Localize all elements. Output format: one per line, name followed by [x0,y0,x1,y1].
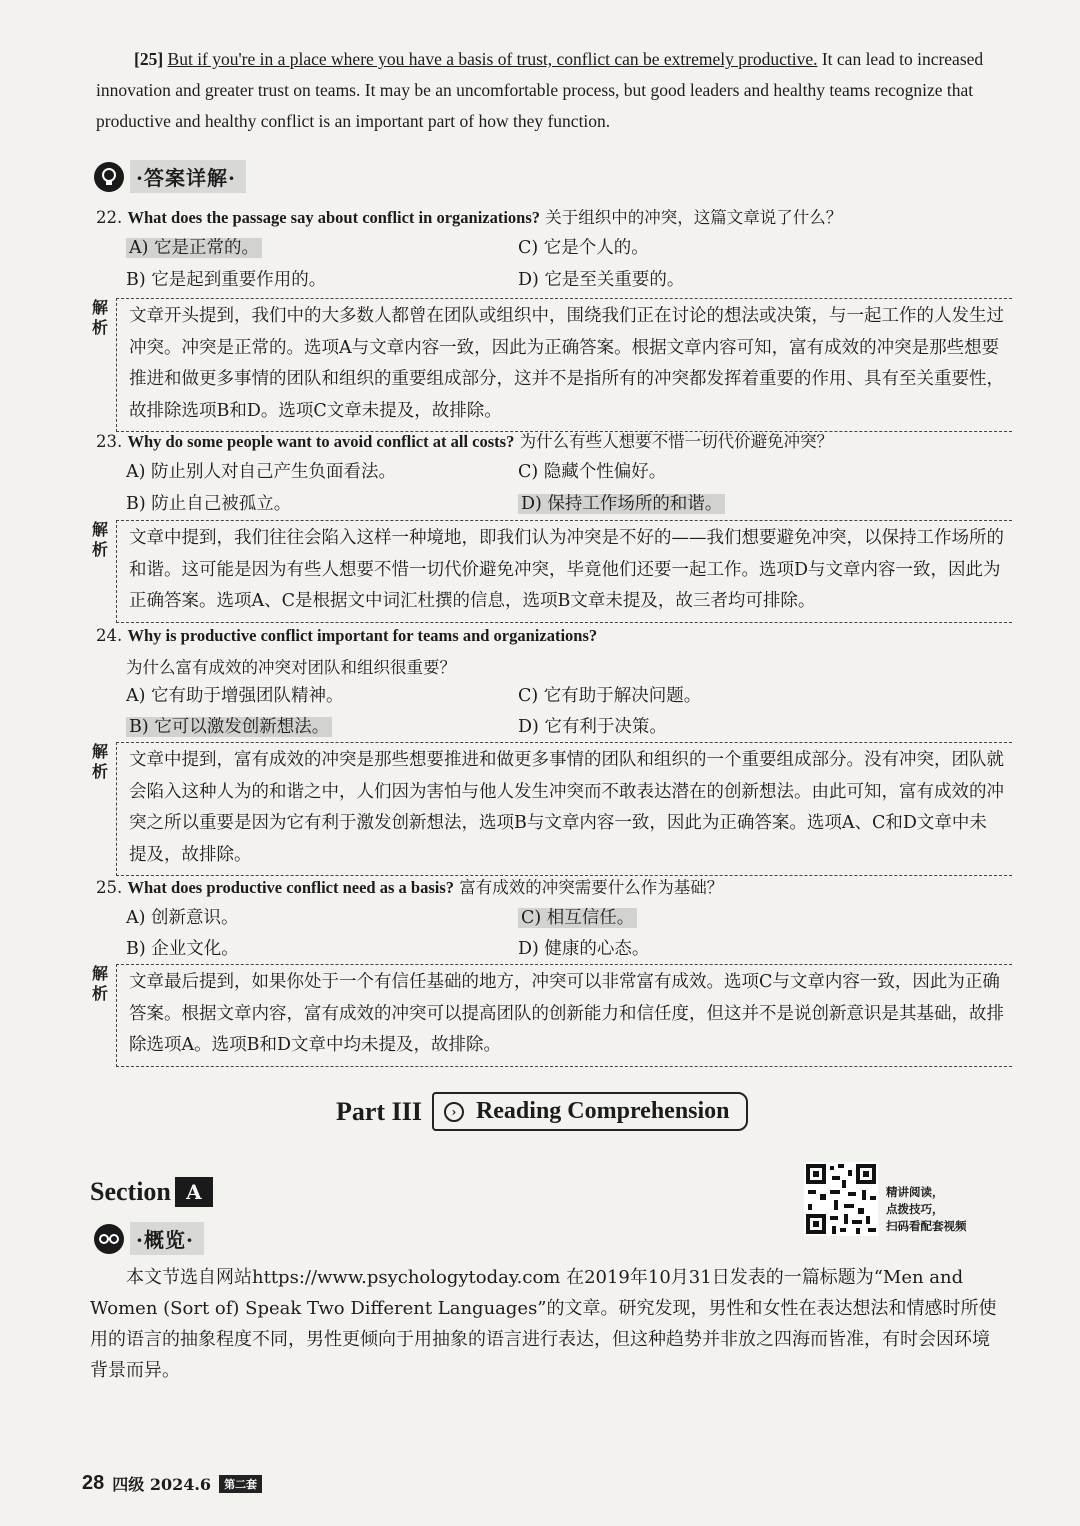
analysis-22 [92,298,1012,422]
answers-header-label: ·答案详解· [130,160,246,193]
question-en: Why is productive conflict important for teams and organizations? [127,626,598,645]
option-c: C) 隐藏个性偏好。 [518,462,667,482]
option-b-correct: B) 它可以激发创新想法。 [126,713,332,738]
question-number: 22. [96,208,123,227]
option-b: B) 防止自己被孤立。 [126,494,292,514]
passage-rest: It can lead to increased innovation and greater trust on teams. It may be an uncomfortable process, but good leaders and healthy teams recognize that productive and healthy conflict is an important part of how they function. [96,49,984,131]
analysis-24 [92,742,1012,866]
option-d-correct: D) 保持工作场所的和谐。 [518,490,725,515]
question-zh: 为什么富有成效的冲突对团队和组织很重要？ [126,658,456,677]
page-footer [82,1472,262,1495]
underlined-sentence: But if you're in a place where you have a basis of trust, conflict can be extremely productive. [167,49,818,69]
glasses-icon [94,1224,124,1254]
chevron-right-icon: › [444,1102,464,1122]
question-en: What does the passage say about conflict in organizations? [127,208,541,227]
question-en: Why do some people want to avoid conflict at all costs? [127,432,515,451]
option-a: A) 创新意识。 [126,908,239,928]
overview-text: 本文节选自网站https://www.psychologytoday.com 在2019年10月31日发表的一篇标题为“Men and Women (Sort of) Speak Two Different Languages”的文章。研究发现，男性和女性在表达想法和情感时所使用的语言的抽象程度不同，男性更倾向于用抽象的语言进行表达，但这种趋势并非放之四海而皆准，有时会因环境背景而异。 [90,1267,997,1381]
option-d: D) 健康的心态。 [518,939,650,959]
part-title: Reading Comprehension [475,1098,730,1124]
page-number: 28 [82,1472,105,1494]
option-b: B) 企业文化。 [126,939,239,959]
option-c-correct: C) 相互信任。 [518,904,637,929]
analysis-text: 文章开头提到，我们中的大多数人都曾在团队或组织中，围绕我们正在讨论的想法或决策，与一起工作的人发生过冲突。冲突是正常的。选项A与文章内容一致，因此为正确答案。根据文章内容可知，富有成效的冲突是那些想要推进和做更多事情的团队和组织的重要组成部分，这并不是指所有的冲突都发挥着重要的作用、具有至关重要性，故排除选项B和D。选项C文章未提及，故排除。 [116,298,1012,432]
option-c: C) 它有助于解决问题。 [518,686,702,706]
option-a: A) 防止别人对自己产生负面看法。 [126,462,397,482]
option-b: B) 它是起到重要作用的。 [126,270,327,290]
paragraph-ref: [25] [134,49,164,69]
qr-code-image[interactable] [804,1162,878,1236]
analysis-25 [92,964,1012,1056]
question-number: 23. [96,432,123,451]
analysis-23 [92,520,1012,612]
question-zh: 关于组织中的冲突，这篇文章说了什么？ [545,208,843,227]
question-22 [96,204,996,228]
part-label: Part III [336,1096,422,1126]
overview-header [94,1222,204,1255]
answers-header [94,160,246,193]
qr-note: 精讲阅读， 点拨技巧， 扫码看配套视频 [886,1185,967,1233]
question-number: 24. [96,626,123,645]
section-heading [90,1177,213,1207]
overview-header-label: ·概览· [130,1222,204,1255]
question-24 [96,620,996,684]
magazine-issue: 四级 2024.6 [112,1475,212,1494]
option-a-correct: A) 它是正常的。 [126,234,262,259]
passage-paragraph [96,44,1016,137]
question-25 [96,874,996,898]
question-zh: 为什么有些人想要不惜一切代价避免冲突？ [519,432,834,451]
part-heading [336,1092,748,1131]
analysis-tag: 解析 [92,964,109,1003]
analysis-tag: 解析 [92,520,109,559]
section-label: Section [90,1177,171,1206]
lightbulb-icon [94,162,124,192]
part-title-box [432,1092,748,1131]
analysis-text: 文章中提到，我们往往会陷入这样一种境地，即我们认为冲突是不好的——我们想要避免冲突，以保持工作场所的和谐。这可能是因为有些人想要不惜一切代价避免冲突，毕竟他们还要一起工作。选项D与文章内容一致，因此为正确答案。选项A、C是根据文中词汇杜撰的信息，选项B文章未提及，故三者均可排除。 [116,520,1012,623]
option-c: C) 它是个人的。 [518,238,649,258]
question-number: 25. [96,878,123,897]
edition-badge: 第二套 [219,1475,262,1493]
analysis-text: 文章最后提到，如果你处于一个有信任基础的地方，冲突可以非常富有成效。选项C与文章内容一致，因此为正确答案。根据文章内容，富有成效的冲突可以提高团队的创新能力和信任度，但这并不是说创新意识是其基础，故排除选项A。选项B和D文章中均未提及，故排除。 [116,964,1012,1067]
analysis-text: 文章中提到，富有成效的冲突是那些想要推进和做更多事情的团队和组织的一个重要组成部分。没有冲突，团队就会陷入这种人为的和谐之中，人们因为害怕与他人发生冲突而不敢表达潜在的创新想法。由此可知，富有成效的冲突之所以重要是因为它有利于激发创新想法，选项B与文章内容一致，因此为正确答案。选项A、C和D文章中未提及，故排除。 [116,742,1012,876]
option-d: D) 它有利于决策。 [518,717,667,737]
analysis-tag: 解析 [92,742,109,781]
analysis-tag: 解析 [92,298,109,337]
section-letter: A [175,1177,213,1207]
question-en: What does productive conflict need as a basis? [127,878,455,897]
question-zh: 富有成效的冲突需要什么作为基础？ [459,878,724,897]
option-a: A) 它有助于增强团队精神。 [126,686,344,706]
question-23 [96,428,996,452]
option-d: D) 它是至关重要的。 [518,270,685,290]
